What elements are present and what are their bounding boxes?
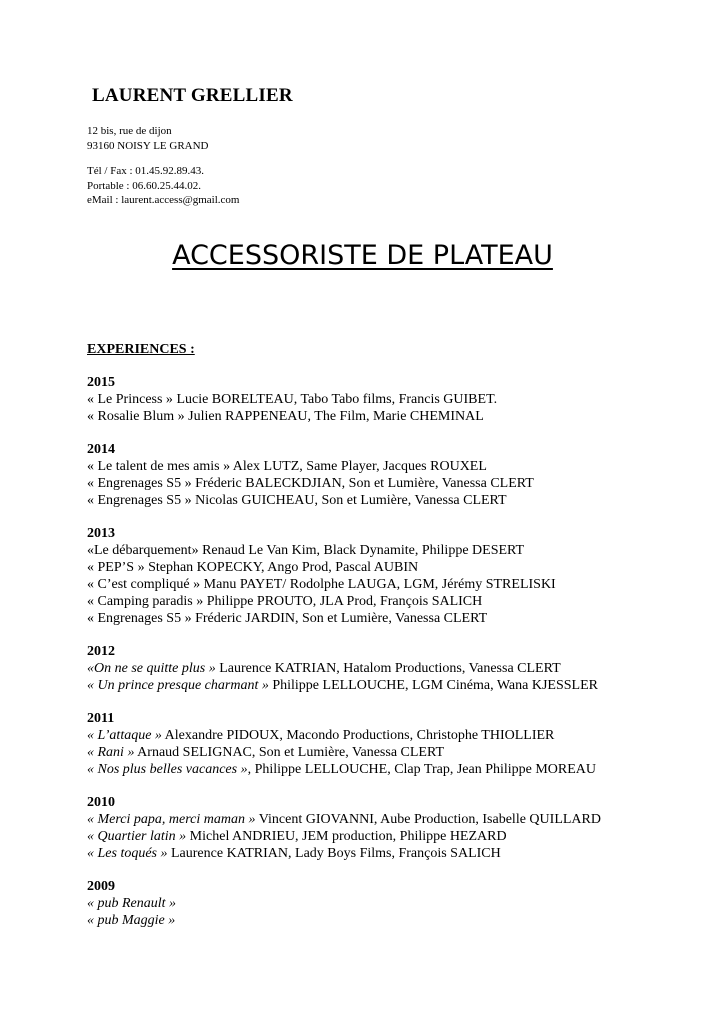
production-details: Laurence KATRIAN, Hatalom Productions, Vanessa CLERT	[215, 661, 561, 676]
production-title: « Quartier latin »	[87, 829, 187, 844]
production-details: Alexandre PIDOUX, Macondo Productions, Christophe THIOLLIER	[161, 728, 555, 743]
production-details: Vincent GIOVANNI, Aube Production, Isabelle QUILLARD	[255, 812, 601, 827]
production-details: Renaud Le Van Kim, Black Dynamite, Philippe DESERT	[198, 543, 525, 558]
contact-block	[87, 124, 239, 208]
address-line-1: 12 bis, rue de dijon	[87, 125, 172, 137]
page-title: ACCESSORISTE DE PLATEAU	[172, 240, 553, 271]
production-title: « C’est compliqué »	[87, 577, 201, 592]
experience-entry	[87, 610, 601, 627]
year-heading: 2012	[87, 644, 115, 659]
contact-spacer	[87, 153, 239, 164]
production-title: « Nos plus belles vacances »	[87, 762, 248, 777]
experience-entry	[87, 895, 601, 912]
production-details: Julien RAPPENEAU, The Film, Marie CHEMINAL	[184, 409, 484, 424]
production-title: « pub Renault »	[87, 896, 177, 911]
experience-entry	[87, 727, 601, 744]
production-title: « Engrenages S5 »	[87, 493, 192, 508]
production-details: Laurence KATRIAN, Lady Boys Films, François SALICH	[167, 846, 501, 861]
year-heading: 2013	[87, 526, 115, 541]
experience-entry	[87, 408, 601, 425]
production-details: Manu PAYET/ Rodolphe LAUGA, LGM, Jérémy STRELISKI	[200, 577, 556, 592]
year-block-2009	[87, 878, 601, 929]
production-details: , Philippe LELLOUCHE, Clap Trap, Jean Philippe MOREAU	[247, 762, 597, 777]
production-title: « Rosalie Blum »	[87, 409, 185, 424]
experience-entry	[87, 559, 601, 576]
experience-entry	[87, 912, 601, 929]
production-title: « Le talent de mes amis »	[87, 459, 231, 474]
production-details: Philippe LELLOUCHE, LGM Cinéma, Wana KJESSLER	[268, 678, 598, 693]
production-title: « Camping paradis »	[87, 594, 204, 609]
experience-entry	[87, 576, 601, 593]
experience-entry	[87, 475, 601, 492]
production-title: « Rani »	[87, 745, 135, 760]
experience-entry	[87, 593, 601, 610]
production-title: «Le débarquement»	[87, 543, 199, 558]
phone-fax: Tél / Fax : 01.45.92.89.43.	[87, 165, 205, 177]
production-details: Philippe PROUTO, JLA Prod, François SALICH	[203, 594, 483, 609]
production-details: Arnaud SELIGNAC, Son et Lumière, Vanessa CLERT	[134, 745, 445, 760]
production-details: Nicolas GUICHEAU, Son et Lumière, Vanessa CLERT	[191, 493, 507, 508]
experience-entry	[87, 828, 601, 845]
production-details: Fréderic BALECKDJIAN, Son et Lumière, Vanessa CLERT	[191, 476, 534, 491]
address-line-2: 93160 NOISY LE GRAND	[87, 139, 209, 152]
experience-entry	[87, 845, 601, 862]
production-title: « Un prince presque charmant »	[87, 678, 269, 693]
year-block-2015	[87, 374, 601, 425]
year-heading: 2010	[87, 795, 115, 810]
year-heading: 2015	[87, 375, 115, 390]
production-title: « L’attaque »	[87, 728, 162, 743]
production-details: Fréderic JARDIN, Son et Lumière, Vanessa CLERT	[191, 611, 488, 626]
year-block-2014	[87, 441, 601, 509]
experience-entry	[87, 761, 601, 778]
experience-entry	[87, 391, 601, 408]
year-block-2012	[87, 643, 601, 694]
page-title-wrapper	[0, 238, 725, 274]
production-title: « Engrenages S5 »	[87, 611, 192, 626]
year-block-2010	[87, 794, 601, 862]
year-heading: 2011	[87, 711, 115, 726]
mobile-phone: Portable : 06.60.25.44.02.	[87, 179, 201, 192]
experience-entry	[87, 492, 601, 509]
experience-entry	[87, 542, 601, 559]
production-details: Michel ANDRIEU, JEM production, Philippe HEZARD	[186, 829, 507, 844]
year-heading: 2014	[87, 442, 115, 457]
experience-entry	[87, 677, 601, 694]
email-address: eMail : laurent.access@gmail.com	[87, 194, 240, 206]
production-title: « pub Maggie »	[87, 913, 176, 928]
production-title: « PEP’S »	[87, 560, 145, 575]
experience-entry	[87, 744, 601, 761]
year-block-2011	[87, 710, 601, 778]
production-title: « Le Princess »	[87, 392, 173, 407]
experience-entry	[87, 458, 601, 475]
year-block-2013	[87, 525, 601, 627]
production-details: Alex LUTZ, Same Player, Jacques ROUXEL	[230, 459, 487, 474]
production-title: « Les toqués »	[87, 846, 168, 861]
experience-entry	[87, 811, 601, 828]
production-title: «On ne se quitte plus »	[87, 661, 216, 676]
experiences-heading: EXPERIENCES :	[87, 342, 195, 357]
experiences-list	[87, 374, 601, 945]
production-title: « Engrenages S5 »	[87, 476, 192, 491]
experience-entry	[87, 660, 601, 677]
production-details: Stephan KOPECKY, Ango Prod, Pascal AUBIN	[144, 560, 419, 575]
production-details: Lucie BORELTEAU, Tabo Tabo films, Francis GUIBET.	[172, 392, 498, 407]
person-name: LAURENT GRELLIER	[92, 85, 293, 106]
year-heading: 2009	[87, 879, 115, 894]
production-title: « Merci papa, merci maman »	[87, 812, 256, 827]
